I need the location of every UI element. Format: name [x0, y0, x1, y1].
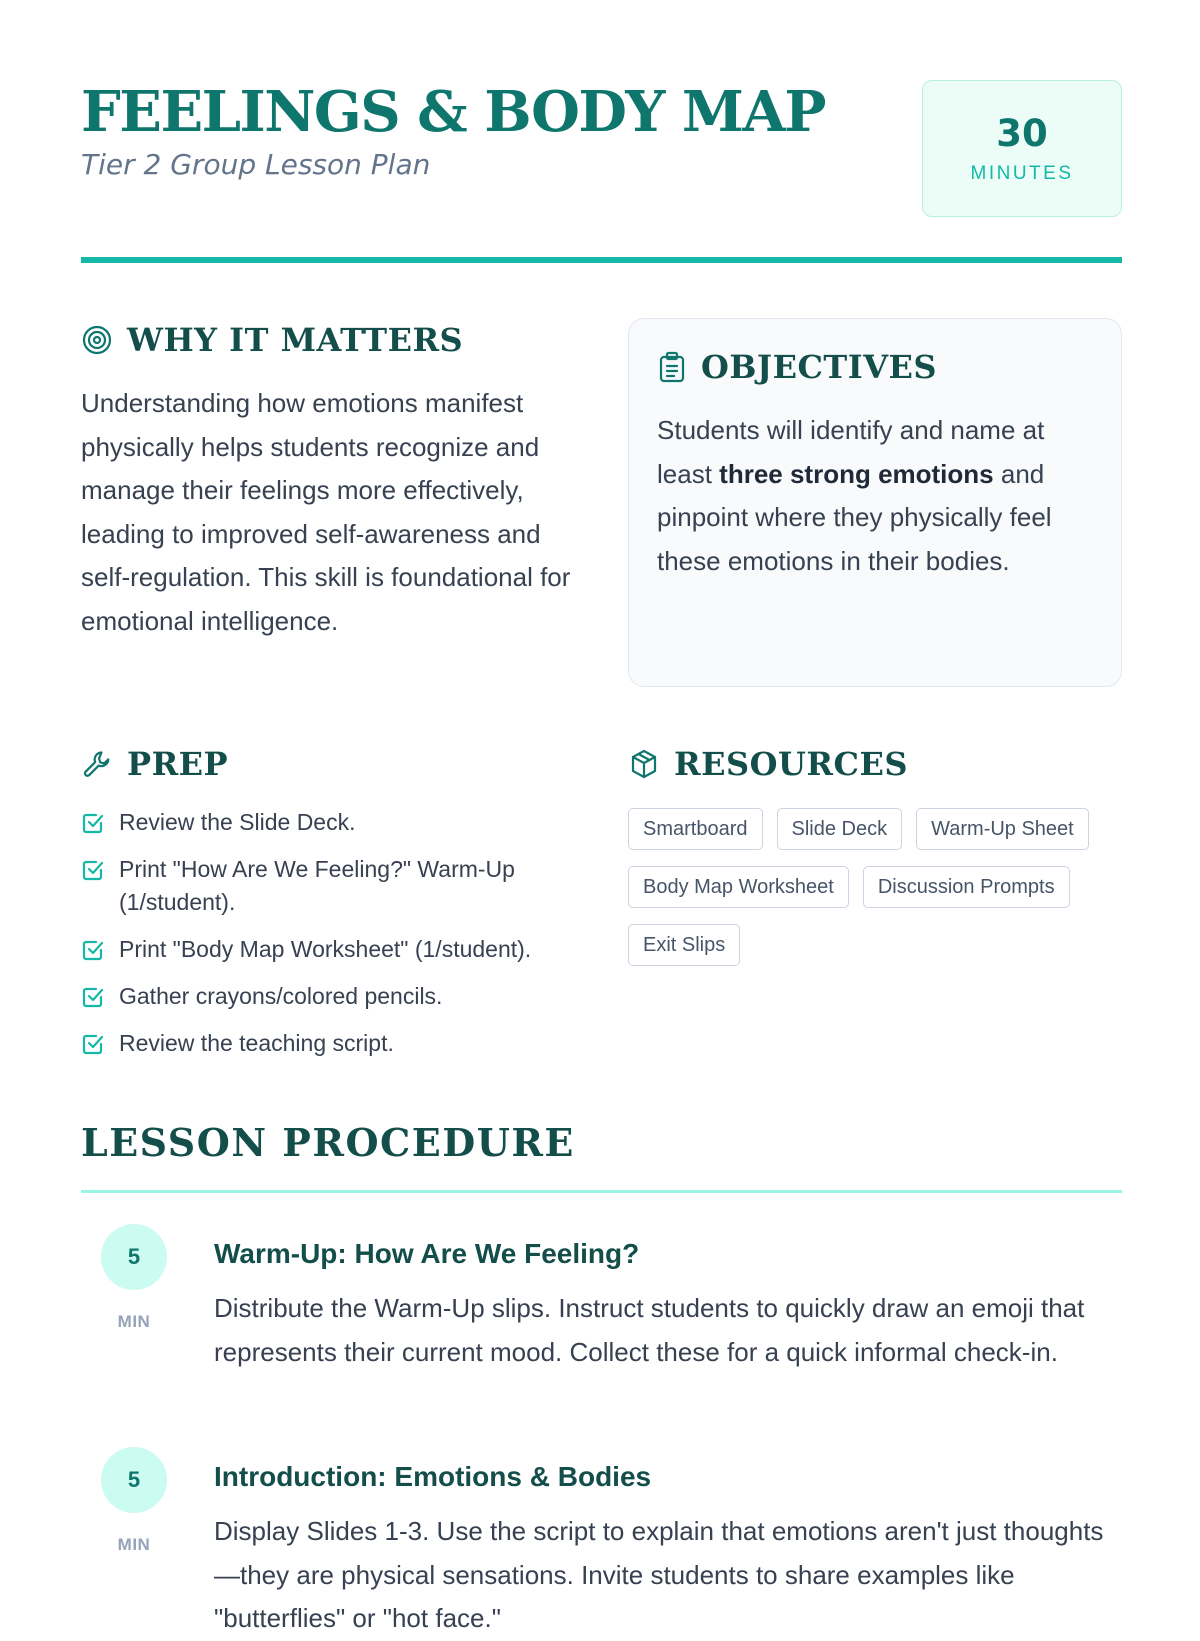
prep-item-text: Review the teaching script. [119, 1030, 394, 1056]
wrench-icon [81, 748, 113, 780]
page-title: FEELINGS & BODY MAP [81, 79, 825, 145]
resource-tag: Exit Slips [628, 924, 740, 966]
why-text: Understanding how emotions manifest physically helps students recognize and manage their feelings more effectively, leading to improved self-awareness and self-regulation. This skill is foundational for emotional intelligence. [81, 388, 571, 636]
why-it-matters-section [81, 320, 581, 643]
objectives-text-emphasis: three strong emotions [719, 458, 994, 489]
resource-tag-list [628, 808, 1122, 966]
target-icon [81, 324, 113, 356]
step-title: Introduction: Emotions & Bodies [214, 1461, 652, 1492]
resources-heading-text: RESOURCES [674, 745, 908, 783]
prep-checklist [81, 806, 601, 1060]
box-icon [628, 748, 660, 780]
duration-unit: MINUTES [970, 163, 1074, 184]
prep-item-text: Print "How Are We Feeling?" Warm-Up (1/student). [119, 856, 515, 915]
prep-item-text: Review the Slide Deck. [119, 809, 356, 835]
objectives-heading [657, 347, 1093, 387]
resource-tag: Smartboard [628, 808, 763, 850]
prep-item [81, 806, 601, 839]
step-body [214, 1447, 1122, 1641]
step-minutes-badge: 5 [101, 1447, 167, 1513]
prep-section [81, 744, 601, 1074]
page-subtitle: Tier 2 Group Lesson Plan [81, 148, 431, 181]
checkbox-checked-icon [81, 985, 105, 1009]
why-heading [81, 320, 581, 360]
why-heading-text: WHY IT MATTERS [127, 321, 464, 359]
resource-tag: Body Map Worksheet [628, 866, 849, 908]
step-body [214, 1224, 1122, 1374]
step-minutes-unit: MIN [117, 1312, 151, 1331]
prep-item [81, 853, 601, 919]
step-duration [101, 1447, 167, 1555]
resources-heading [628, 744, 1122, 784]
objectives-text-end: and pinpoint where they physically feel these emotions in their bodies. [657, 458, 1052, 576]
resource-tag: Slide Deck [777, 808, 903, 850]
checkbox-checked-icon [81, 1032, 105, 1056]
clipboard-icon [657, 351, 687, 383]
duration-value: 30 [996, 112, 1048, 155]
resources-section [628, 744, 1122, 966]
prep-heading-text: PREP [127, 745, 229, 783]
checkbox-checked-icon [81, 858, 105, 882]
prep-item-text: Gather crayons/colored pencils. [119, 983, 443, 1009]
procedure-divider [81, 1190, 1122, 1193]
duration-card [922, 80, 1122, 217]
checkbox-checked-icon [81, 811, 105, 835]
prep-item [81, 933, 601, 966]
step-title: Warm-Up: How Are We Feeling? [214, 1238, 640, 1269]
step-minutes-unit: MIN [117, 1535, 151, 1554]
lesson-header [81, 80, 1122, 220]
step-text: Display Slides 1-3. Use the script to explain that emotions aren't just thoughts—they are physical sensations. Invite students to share examples like "butterflies" or "hot face." [214, 1516, 1104, 1633]
prep-item [81, 980, 601, 1013]
resource-tag: Warm-Up Sheet [916, 808, 1089, 850]
step-text: Distribute the Warm-Up slips. Instruct students to quickly draw an emoji that represents their current mood. Collect these for a quick informal check-in. [214, 1293, 1085, 1367]
procedure-heading: LESSON PROCEDURE [81, 1120, 575, 1165]
header-divider [81, 257, 1122, 263]
checkbox-checked-icon [81, 938, 105, 962]
objectives-text [657, 409, 1093, 583]
step-minutes-badge: 5 [101, 1224, 167, 1290]
step-duration [101, 1224, 167, 1332]
objectives-text-start: Students will identify and name at least [657, 415, 1045, 489]
lesson-procedure-section [81, 1120, 1122, 1193]
resource-tag: Discussion Prompts [863, 866, 1070, 908]
prep-heading [81, 744, 601, 784]
prep-item-text: Print "Body Map Worksheet" (1/student). [119, 936, 532, 962]
prep-item [81, 1027, 601, 1060]
objectives-heading-text: OBJECTIVES [701, 348, 938, 386]
objectives-card [628, 318, 1122, 687]
